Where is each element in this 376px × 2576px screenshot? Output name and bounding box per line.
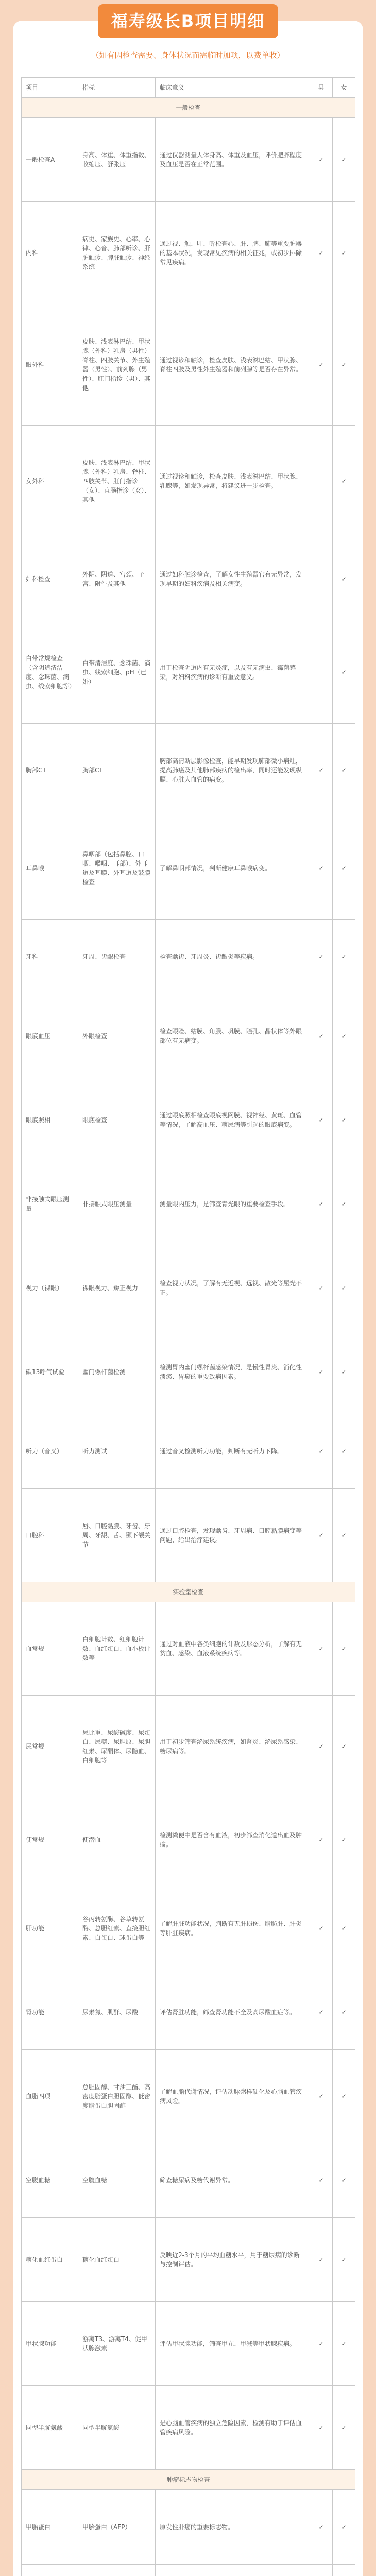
table-row: [22, 817, 355, 920]
table-row: [22, 1696, 355, 1798]
female-check-cell: ✓: [333, 621, 355, 724]
female-check-cell: ✓: [333, 817, 355, 920]
table-row: [22, 202, 355, 304]
male-check-cell: ✓: [310, 2302, 333, 2386]
table-row: [22, 2302, 355, 2386]
meaning-cell: 通过妇科触诊检查，了解女性生殖器官有无异常，发现早期的妇科疾病及相关病变。: [156, 537, 310, 621]
item-cell: 妇科检查: [22, 537, 78, 621]
table-row: [22, 994, 355, 1078]
exam-items-table: [21, 77, 355, 2576]
metric-cell: 非接触式眼压测量: [78, 1162, 156, 1246]
female-check-cell: ✓: [333, 1489, 355, 1582]
male-check-cell: ✓: [310, 994, 333, 1078]
table-row: [22, 1246, 355, 1330]
meaning-cell: 检查视力状况，了解有无近视、远视、散光等屈光不正。: [156, 1246, 310, 1330]
metric-cell: 白细胞计数、红细胞计数、血红蛋白、血小板计数等: [78, 1602, 156, 1696]
meaning-cell: 通过口腔检查，发现龋齿、牙周病、口腔黏膜病变等问题，给出治疗建议。: [156, 1489, 310, 1582]
male-check-cell: ✓: [310, 1882, 333, 1975]
meaning-cell: 通过视、触、叩、听检查心、肝、脾、肺等重要脏器的基本状况，发现常见疾病的相关征兆，或初步排除常见疾病。: [156, 202, 310, 304]
table-row: [22, 1882, 355, 1975]
header-meaning: 临床意义: [156, 78, 310, 98]
meaning-cell: 筛查糖尿病及糖代谢异常。: [156, 2143, 310, 2218]
table-row: [22, 426, 355, 537]
female-check-cell: ✓: [333, 2143, 355, 2218]
meaning-cell: 检测粪便中是否含有血液，初步筛查消化道出血及肿瘤。: [156, 1798, 310, 1882]
female-check-cell: ✓: [333, 1246, 355, 1330]
meaning-cell: 通过对血液中各类细胞的计数及形态分析，了解有无贫血、感染、血液系统疾病等。: [156, 1602, 310, 1696]
female-check-cell: ✓: [333, 2218, 355, 2302]
metric-cell: 糖化血红蛋白: [78, 2218, 156, 2302]
meaning-cell: 通过音叉检测听力功能，判断有无听力下降。: [156, 1414, 310, 1489]
male-check-cell: ✓: [310, 2386, 333, 2470]
header-item: 项目: [22, 78, 78, 98]
metric-cell: 幽门螺杆菌检测: [78, 1330, 156, 1414]
metric-cell: 谷丙转氨酶、谷草转氨酶、总胆红素、直接胆红素、白蛋白、球蛋白等: [78, 1882, 156, 1975]
metric-cell: [78, 2565, 156, 2576]
table-row: [22, 2143, 355, 2218]
meaning-cell: 评估肾脏功能，筛查肾功能不全及高尿酸血症等。: [156, 1975, 310, 2050]
female-check-cell: ✓: [333, 1330, 355, 1414]
male-check-cell: ✓: [310, 2218, 333, 2302]
metric-cell: 空腹血糖: [78, 2143, 156, 2218]
table-body: [22, 98, 355, 2576]
meaning-cell: 检测胃内幽门螺杆菌感染情况，是慢性胃炎、消化性溃疡、胃癌的重要致病因素。: [156, 1330, 310, 1414]
metric-cell: 病史、家族史、心率、心律、心音、肺部听诊、肝脏触诊、脾脏触诊、神经系统: [78, 202, 156, 304]
table-row: [22, 2386, 355, 2470]
metric-cell: 同型半胱氨酸: [78, 2386, 156, 2470]
item-cell: 牙科: [22, 920, 78, 994]
male-check-cell: ✓: [310, 1602, 333, 1696]
metric-cell: 皮肤、浅表淋巴结、甲状腺（外科）乳房、脊柱、四肢关节、肛门指诊（女）、直肠指诊（女）、其他: [78, 426, 156, 537]
meaning-cell: 通过仪器测量人体身高、体重及血压，评价肥胖程度及血压是否在正常范围。: [156, 118, 310, 202]
item-cell: 耳鼻喉: [22, 817, 78, 920]
table-row: [22, 1414, 355, 1489]
metric-cell: 身高、体重、体重指数、收缩压、舒张压: [78, 118, 156, 202]
table-row: [22, 621, 355, 724]
male-check-cell: ✓: [310, 1489, 333, 1582]
table-row: [22, 118, 355, 202]
item-cell: 听力（音叉）: [22, 1414, 78, 1489]
item-cell: 同型半胱氨酸: [22, 2386, 78, 2470]
metric-cell: 便潜血: [78, 1798, 156, 1882]
item-cell: 血脂四项: [22, 2050, 78, 2143]
item-cell: 糖化血红蛋白: [22, 2218, 78, 2302]
male-check-cell: ✓: [310, 1696, 333, 1798]
male-check-cell: [310, 537, 333, 621]
item-cell: 肝功能: [22, 1882, 78, 1975]
metric-cell: 尿比重、尿酸碱度、尿蛋白、尿糖、尿胆原、尿胆红素、尿酮体、尿隐血、白细胞等: [78, 1696, 156, 1798]
male-check-cell: ✓: [310, 304, 333, 426]
male-check-cell: ✓: [310, 1162, 333, 1246]
table-row: [22, 2050, 355, 2143]
female-check-cell: ✓: [333, 724, 355, 817]
table-row: [22, 537, 355, 621]
meaning-cell: 用于初步筛查泌尿系统疾病，如肾炎、泌尿系感染、糖尿病等。: [156, 1696, 310, 1798]
female-check-cell: ✓: [333, 1696, 355, 1798]
meaning-cell: 通过眼底照相检查眼底视网膜、视神经、黄斑、血管等情况，了解高血压、糖尿病等引起的眼底病变。: [156, 1078, 310, 1162]
header-male: 男: [310, 78, 333, 98]
metric-cell: 皮肤、浅表淋巴结、甲状腺（外科）乳房（男性）脊柱、四肢关节、外生殖器（男性）、前列腺（男性）、肛门指诊（男）、其他: [78, 304, 156, 426]
female-check-cell: ✓: [333, 920, 355, 994]
table-row: [22, 2565, 355, 2576]
meaning-cell: 检查眼睑、结膜、角膜、巩膜、瞳孔、晶状体等外眼部位有无病变。: [156, 994, 310, 1078]
female-check-cell: ✓: [333, 1798, 355, 1882]
meaning-cell: 用于检查阴道内有无炎症，以及有无滴虫、霉菌感染，对妇科疾病的诊断有重要意义。: [156, 621, 310, 724]
female-check-cell: ✓: [333, 2386, 355, 2470]
item-cell: 内科: [22, 202, 78, 304]
metric-cell: 甲胎蛋白（AFP）: [78, 2490, 156, 2565]
female-check-cell: ✓: [333, 2490, 355, 2565]
item-cell: 血常规: [22, 1602, 78, 1696]
metric-cell: 裸眼视力、矫正视力: [78, 1246, 156, 1330]
item-cell: 空腹血糖: [22, 2143, 78, 2218]
male-check-cell: [310, 2565, 333, 2576]
section-title: 一般检查: [22, 98, 355, 118]
item-cell: 口腔科: [22, 1489, 78, 1582]
metric-cell: 总胆固醇、甘油三酯、高密度脂蛋白胆固醇、低密度脂蛋白胆固醇: [78, 2050, 156, 2143]
female-check-cell: ✓: [333, 304, 355, 426]
item-cell: 肾功能: [22, 1975, 78, 2050]
item-cell: 甲状腺功能: [22, 2302, 78, 2386]
meaning-cell: 通过视诊和触诊，检查皮肤、浅表淋巴结、甲状腺、乳腺等，如发现异常，将建议进一步检查。: [156, 426, 310, 537]
table-row: [22, 920, 355, 994]
section-row: [22, 2470, 355, 2490]
table-row: [22, 1798, 355, 1882]
male-check-cell: ✓: [310, 1246, 333, 1330]
male-check-cell: ✓: [310, 817, 333, 920]
item-cell: 甲胎蛋白: [22, 2490, 78, 2565]
meaning-cell: 了解肝脏功能状况，判断有无肝损伤、脂肪肝、肝炎等肝脏疾病。: [156, 1882, 310, 1975]
female-check-cell: ✓: [333, 202, 355, 304]
item-cell: 眼底照相: [22, 1078, 78, 1162]
table-row: [22, 2218, 355, 2302]
header-female: 女: [333, 78, 355, 98]
item-cell: 女外科: [22, 426, 78, 537]
table-row: [22, 724, 355, 817]
male-check-cell: ✓: [310, 1798, 333, 1882]
male-check-cell: ✓: [310, 1414, 333, 1489]
female-check-cell: ✓: [333, 2050, 355, 2143]
male-check-cell: [310, 621, 333, 724]
table-row: [22, 1330, 355, 1414]
male-check-cell: ✓: [310, 1078, 333, 1162]
item-cell: 便常规: [22, 1798, 78, 1882]
meaning-cell: 胸部高清断层影像检查，能早期发现肺部微小病灶，提高肺癌及其他肺部疾病的检出率，同时还能发现纵膈、心脏大血管的病变。: [156, 724, 310, 817]
table-row: [22, 2490, 355, 2565]
table-header-row: [22, 78, 355, 98]
female-check-cell: ✓: [333, 1162, 355, 1246]
metric-cell: 牙周、齿龈检查: [78, 920, 156, 994]
metric-cell: 白带清洁度、念珠菌、滴虫、线索细胞、pH（已婚）: [78, 621, 156, 724]
male-check-cell: ✓: [310, 1975, 333, 2050]
female-check-cell: ✓: [333, 1975, 355, 2050]
female-check-cell: ✓: [333, 2302, 355, 2386]
metric-cell: 眼底检查: [78, 1078, 156, 1162]
item-cell: 视力（裸眼）: [22, 1246, 78, 1330]
table-row: [22, 304, 355, 426]
female-check-cell: ✓: [333, 1882, 355, 1975]
header-metric: 指标: [78, 78, 156, 98]
female-check-cell: ✓: [333, 994, 355, 1078]
meaning-cell: 检查龋齿、牙周炎、齿龈炎等疾病。: [156, 920, 310, 994]
metric-cell: 鼻咽部（包括鼻腔、口咽、喉咽、耳部）、外耳道及耳膜、外耳道及鼓膜检查: [78, 817, 156, 920]
item-cell: 眼外科: [22, 304, 78, 426]
item-cell: 非接触式眼压测量: [22, 1162, 78, 1246]
item-cell: 白带常规检查（含阴道清洁度、念珠菌、滴虫、线索细胞等）: [22, 621, 78, 724]
male-check-cell: [310, 426, 333, 537]
item-cell: 胸部CT: [22, 724, 78, 817]
female-check-cell: ✓: [333, 426, 355, 537]
item-cell: [22, 2565, 78, 2576]
item-cell: 尿常规: [22, 1696, 78, 1798]
female-check-cell: ✓: [333, 537, 355, 621]
female-check-cell: ✓: [333, 118, 355, 202]
meaning-cell: 通过视诊和触诊，检查皮肤、浅表淋巴结、甲状腺、脊柱四肢及男性外生殖器和前列腺等是否存在异常。: [156, 304, 310, 426]
meaning-cell: 了解鼻咽部情况，判断健康耳鼻喉病变。: [156, 817, 310, 920]
item-cell: 眼底血压: [22, 994, 78, 1078]
meaning-cell: 反映近2-3个月的平均血糖水平，用于糖尿病的诊断与控制评估。: [156, 2218, 310, 2302]
page-subtitle: （如有因检查需要、身体状况而需临时加项，以费单收）: [91, 50, 285, 60]
table-row: [22, 1078, 355, 1162]
metric-cell: 尿素氮、肌酐、尿酸: [78, 1975, 156, 2050]
metric-cell: 听力测试: [78, 1414, 156, 1489]
table-row: [22, 1975, 355, 2050]
male-check-cell: ✓: [310, 920, 333, 994]
meaning-cell: 测量眼内压力，是筛查青光眼的重要检查手段。: [156, 1162, 310, 1246]
meaning-cell: 了解血脂代谢情况，评估动脉粥样硬化及心脑血管疾病风险。: [156, 2050, 310, 2143]
male-check-cell: ✓: [310, 118, 333, 202]
male-check-cell: ✓: [310, 2143, 333, 2218]
section-title: 实验室检查: [22, 1582, 355, 1602]
male-check-cell: ✓: [310, 2050, 333, 2143]
metric-cell: 游离T3、游离T4、促甲状腺激素: [78, 2302, 156, 2386]
male-check-cell: ✓: [310, 1330, 333, 1414]
metric-cell: 外眼检查: [78, 994, 156, 1078]
male-check-cell: ✓: [310, 2490, 333, 2565]
male-check-cell: ✓: [310, 202, 333, 304]
table-row: [22, 1489, 355, 1582]
metric-cell: 唇、口腔黏膜、牙齿、牙周、牙龈、舌、颞下颌关节: [78, 1489, 156, 1582]
meaning-cell: 原发性肝癌的重要标志物。: [156, 2490, 310, 2565]
page-title: 福寿级长B项目明细: [98, 4, 278, 38]
section-row: [22, 98, 355, 118]
female-check-cell: ✓: [333, 1078, 355, 1162]
female-check-cell: ✓: [333, 1414, 355, 1489]
metric-cell: 外阴、阴道、宫颈、子宫、附件及其他: [78, 537, 156, 621]
table-row: [22, 1602, 355, 1696]
page-header: [0, 0, 376, 82]
section-title: 肿瘤标志物检查: [22, 2470, 355, 2490]
meaning-cell: 是心脑血管疾病的独立危险因素，检测有助于评估血管疾病风险。: [156, 2386, 310, 2470]
item-cell: 碳13呼气试验: [22, 1330, 78, 1414]
meaning-cell: [156, 2565, 310, 2576]
item-cell: 一般检查A: [22, 118, 78, 202]
female-check-cell: [333, 2565, 355, 2576]
metric-cell: 胸部CT: [78, 724, 156, 817]
female-check-cell: ✓: [333, 1602, 355, 1696]
table-row: [22, 1162, 355, 1246]
section-row: [22, 1582, 355, 1602]
meaning-cell: 评估甲状腺功能，筛查甲亢、甲减等甲状腺疾病。: [156, 2302, 310, 2386]
male-check-cell: ✓: [310, 724, 333, 817]
